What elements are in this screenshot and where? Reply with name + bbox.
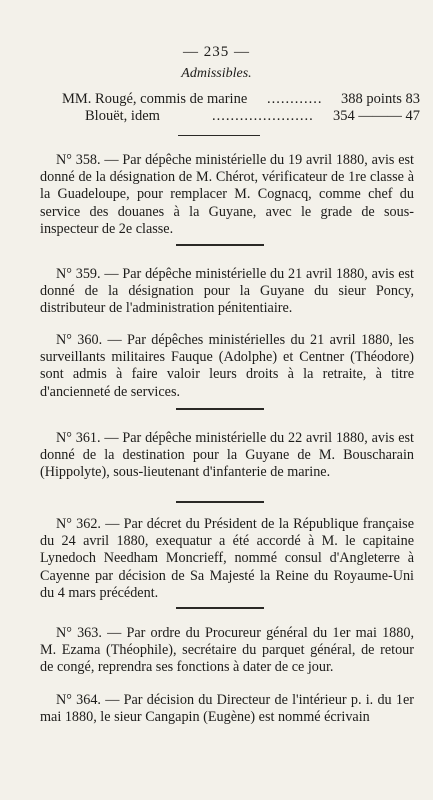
admissible-name: Blouët, idem — [85, 108, 160, 124]
entry-text: N° 363. — Par ordre du Procureur général du 1er mai 1880, M. Ezama (Théophile), secrétaire du parquet général, de retour de congé, reprendra ses fonctions à dater de ce jour. — [40, 625, 414, 676]
admissible-row — [62, 91, 420, 109]
entry-paragraph — [40, 430, 414, 482]
admissible-score: 388 points 83 — [341, 91, 420, 107]
leader-dots: ...................... — [212, 108, 314, 124]
entry-text: N° 359. — Par dépêche ministérielle du 21 avril 1880, avis est donné de la désignation pour la Guyane du sieur Poncy, distributeur de l'administration pénitentiaire. — [40, 266, 414, 317]
separator-rule — [178, 135, 260, 136]
entry-paragraph — [40, 332, 414, 401]
admissible-row — [62, 108, 420, 126]
entry-text: N° 362. — Par décret du Président de la République française du 24 avril 1880, exequatur a été accordé à M. le capitaine Lynedoch Needham Moncrieff, nommé consul d'Angleterre à Cayenne par décision de Sa Majesté la Reine du Royaume-Uni du 4 mars précédent. — [40, 516, 414, 601]
admissible-score: 354 ——— 47 — [333, 108, 420, 124]
entry-paragraph — [40, 266, 414, 318]
section-title: Admissibles. — [181, 66, 252, 81]
entry-paragraph — [40, 692, 414, 726]
admissible-name: MM. Rougé, commis de marine — [62, 91, 248, 107]
entry-text: N° 360. — Par dépêches ministérielles du 21 avril 1880, les surveillants militaires Fauque (Adolphe) et Centner (Théodore) sont admis à faire valoir leurs droits à la retraite, à titre d'ancienneté de services. — [40, 332, 414, 400]
entry-text: N° 358. — Par dépêche ministérielle du 19 avril 1880, avis est donné de la désignation de M. Chérot, vérificateur de 1re classe à la Guadeloupe, pour remplacer M. Cognacq, comme chef du service des douanes à la Guyane, avec le grade de sous-inspecteur de 2e classe. — [40, 152, 414, 237]
entry-paragraph — [40, 516, 414, 602]
entry-text: N° 361. — Par dépêche ministérielle du 22 avril 1880, avis est donné de la destination pour la Guyane de M. Bouscharain (Hippolyte), sous-lieutenant d'infanterie de marine. — [40, 430, 414, 481]
separator-rule — [176, 607, 264, 609]
separator-rule — [176, 501, 264, 503]
separator-rule — [176, 244, 264, 246]
entry-paragraph — [40, 152, 414, 238]
leader-dots: ............ — [267, 91, 323, 107]
entry-text: N° 364. — Par décision du Directeur de l'intérieur p. i. du 1er mai 1880, le sieur Cangapin (Eugène) est nommé écrivain — [40, 692, 414, 726]
page-number: — 235 — — [183, 44, 250, 60]
separator-rule — [176, 408, 264, 410]
entry-paragraph — [40, 625, 414, 677]
